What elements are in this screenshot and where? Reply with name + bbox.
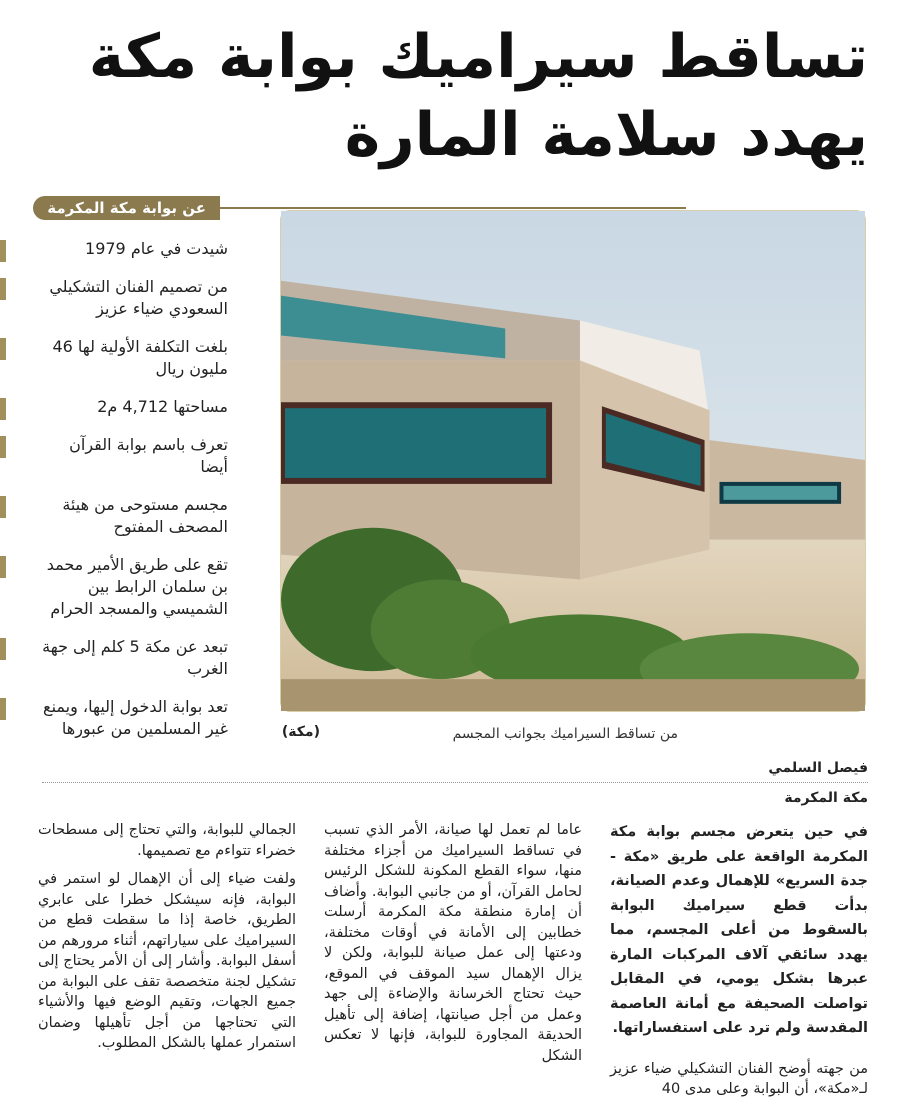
gate-photo xyxy=(280,210,866,712)
fact-bullet-bar xyxy=(0,496,6,518)
dateline-location: مكة المكرمة xyxy=(784,790,868,806)
photo-caption: من تساقط السيراميك بجوانب المجسم xyxy=(452,726,678,742)
fact-item: شيدت في عام 1979 xyxy=(24,238,256,260)
inscription-left xyxy=(285,408,546,478)
fact-bullet-bar xyxy=(0,436,6,458)
fact-item: تبعد عن مكة 5 كلم إلى جهة الغرب xyxy=(24,636,256,680)
gate-photo-illustration xyxy=(281,211,865,711)
fact-bullet-bar xyxy=(0,698,6,720)
fact-item: من تصميم الفنان التشكيلي السعودي ضياء عزيز xyxy=(24,276,256,320)
fact-bullet-bar xyxy=(0,556,6,578)
fact-bullet-bar xyxy=(0,638,6,660)
photo-credit: (مكة) xyxy=(281,724,320,740)
sidebar-title: عن بوابة مكة المكرمة xyxy=(33,196,220,220)
sidebar-header-line xyxy=(220,207,686,209)
fact-item: مساحتها 4,712 م2 xyxy=(24,396,256,418)
headline: تساقط سيراميك بوابة مكة يهدد سلامة المارة xyxy=(88,22,868,170)
article-paragraph: من جهته أوضح الفنان التشكيلي ضياء عزيز لـ«مكة»، أن البوابة وعلى مدى 40 xyxy=(610,1060,868,1097)
article-column-1 xyxy=(610,820,868,1097)
fact-item: بلغت التكلفة الأولية لها 46 مليون ريال xyxy=(24,336,256,380)
fact-item: مجسم مستوحى من هيئة المصحف المفتوح xyxy=(24,494,256,538)
fact-bullet-bar xyxy=(0,338,6,360)
article-column-2 xyxy=(324,820,582,1070)
curb xyxy=(281,679,865,711)
fact-item: تعرف باسم بوابة القرآن أيضا xyxy=(24,434,256,478)
article-column-3 xyxy=(38,820,296,1070)
byline-divider xyxy=(42,782,868,783)
fact-bullet-bar xyxy=(0,240,6,262)
article-paragraph: عاما لم تعمل لها صيانة، الأمر الذي تسبب في تساقط السيراميك من أجزاء مختلفة منها، سواء القطع المكونة للشكل الرئيس لحامل القرآن، أو من جانبي البوابة. وأضاف أن إمارة منطقة مكة المكرمة أرسلت خطابين إلى الأمانة في أوقات مختلفة، ودعتها إلى عمل صيانة للبوابة، ولكن لا يزال الإهمال سيد الموقف في الموقع، حيث تحتاج الخرسانة والإضاءة إلى جهد وعمل من أجل صيانتها، إضافة إلى تأهيل الحديقة المجاورة للبوابة، فإنها لا تعكس الشكل xyxy=(324,822,582,1064)
far-band-inner xyxy=(723,486,837,500)
fact-bullet-bar xyxy=(0,398,6,420)
article-paragraph: ولفت ضياء إلى أن الإهمال لو استمر في البوابة، فإنه سيشكل خطرا على عابري الطريق، خاصة إذا ما سقطت قطع من السيراميك على سياراتهم، أثناء مرورهم من أسفل البوابة. وأشار إلى أن الأمر يحتاج إلى تشكيل لجنة متخصصة تقف على البوابة من جميع الجهات، وتقيم الوضع فيها والأشياء التي تحتاجها من أجل تأهيلها وضمان استمرار عملها بالشكل المطلوب. xyxy=(38,871,296,1051)
fact-bullet-bar xyxy=(0,278,6,300)
facts-list xyxy=(24,238,256,756)
article-paragraph: الجمالي للبوابة، والتي تحتاج إلى مسطحات خضراء تتواءم مع تصميمها. xyxy=(38,822,296,859)
article-lead: في حين يتعرض مجسم بوابة مكة المكرمة الواقعة على طريق «مكة - جدة السريع» للإهمال وعدم الصيانة، بدأت قطع سيراميك البوابة بالسقوط من أعلى المجسم، مما يهدد سائقي آلاف المركبات المارة عبرها بشكل يومي، في المقابل تواصلت الصحيفة مع أمانة العاصمة المقدسة ولم ترد على استفساراتها. xyxy=(610,824,868,1036)
author-byline: فيصل السلمي xyxy=(768,760,868,776)
fact-item: تقع على طريق الأمير محمد بن سلمان الرابط بين الشميسي والمسجد الحرام xyxy=(24,554,256,620)
fact-item: تعد بوابة الدخول إليها، ويمنع غير المسلمين من عبورها xyxy=(24,696,256,740)
